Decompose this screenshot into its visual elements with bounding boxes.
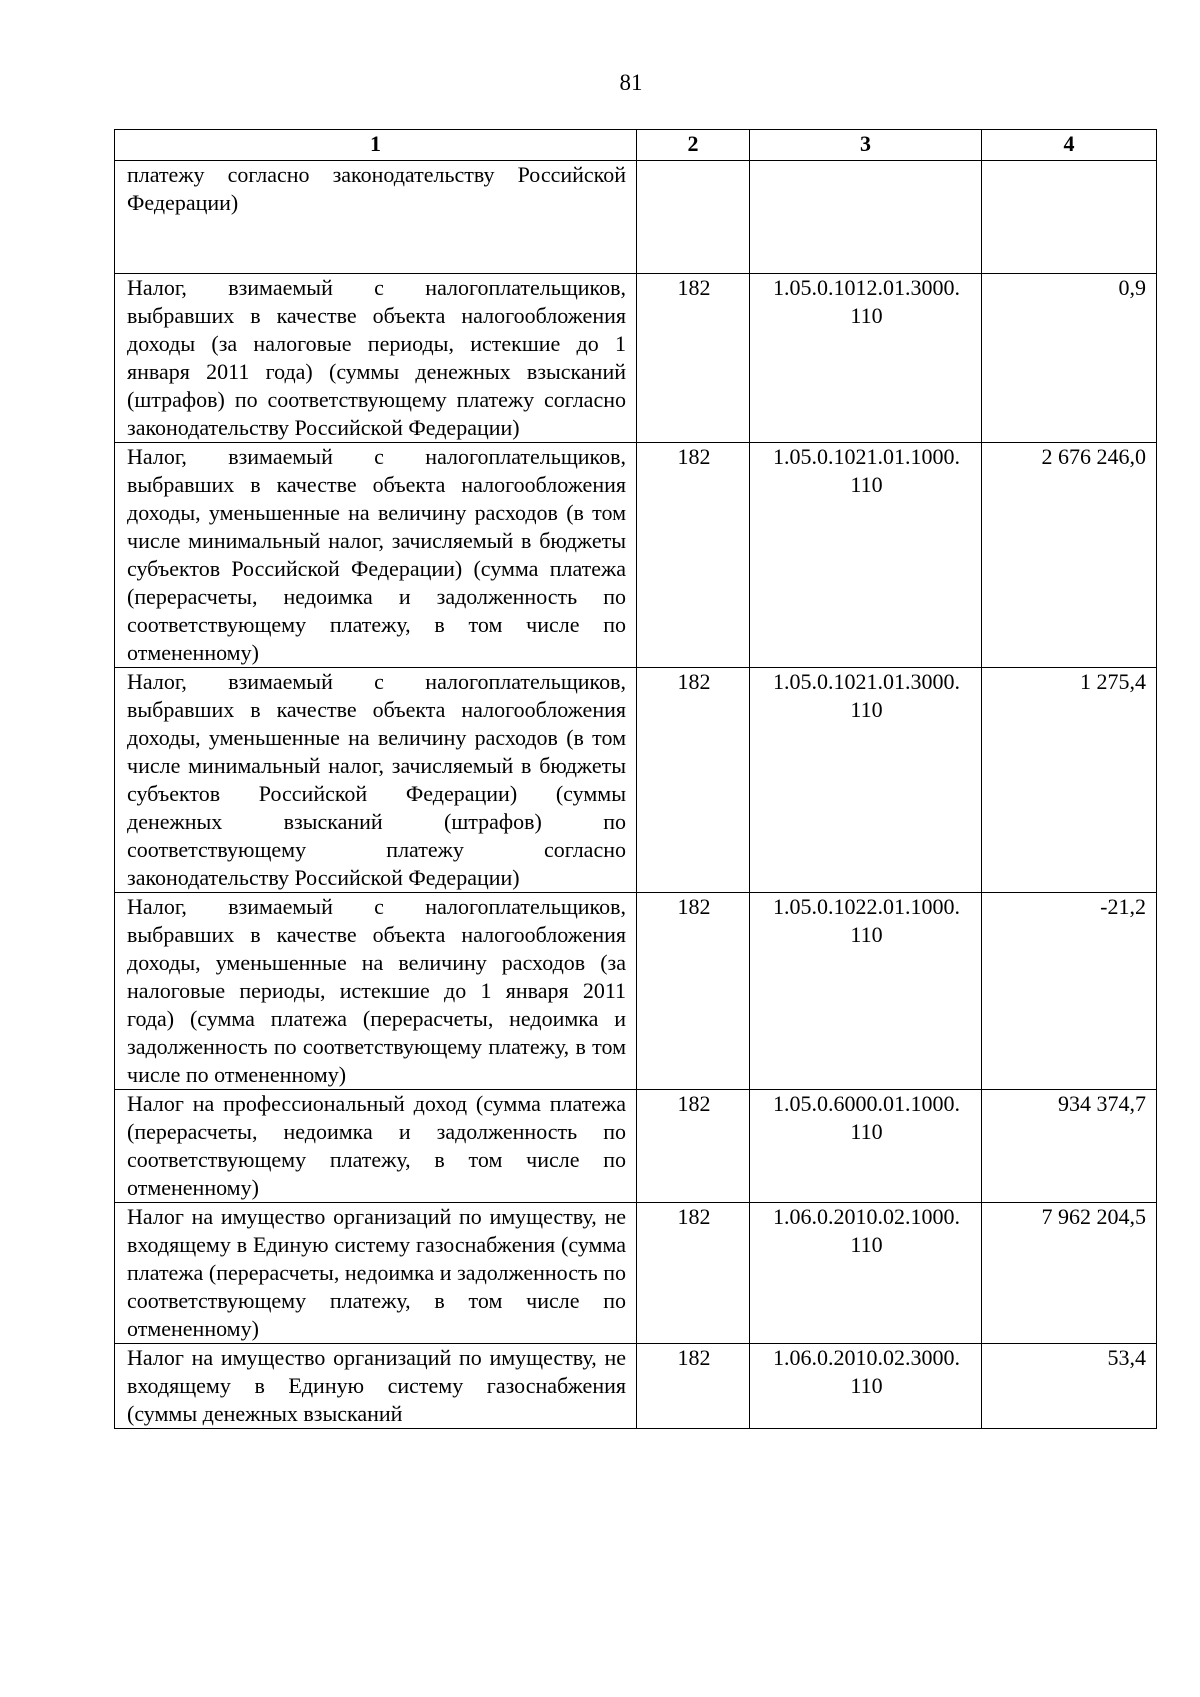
row-amount: -21,2 (982, 893, 1157, 1090)
row-amount: 7 962 204,5 (982, 1203, 1157, 1344)
row-description: платежу согласно законодательству Российской Федерации) (115, 161, 637, 274)
table-row (115, 893, 1157, 1090)
table-row (115, 274, 1157, 443)
table-row (115, 161, 1157, 274)
row-amount (982, 161, 1157, 274)
row-description: Налог, взимаемый с налогоплательщиков, выбравших в качестве объекта налогообложения доходы (за налоговые периоды, истекшие до 1 января 2011 года) (суммы денежных взысканий (штрафов) по соответствующему платежу согласно законодательству Российской Федерации) (115, 274, 637, 443)
row-budget-code: 1.06.0.2010.02.3000. 110 (750, 1344, 982, 1429)
row-budget-code: 1.06.0.2010.02.1000. 110 (750, 1203, 982, 1344)
row-budget-code (750, 161, 982, 274)
column-header-3: 3 (750, 130, 982, 161)
row-description: Налог, взимаемый с налогоплательщиков, выбравших в качестве объекта налогообложения доходы, уменьшенные на величину расходов (за налоговые периоды, истекшие до 1 января 2011 года) (сумма платежа (перерасчеты, недоимка и задолженность по соответствующему платежу, в том числе по отмененному) (115, 893, 637, 1090)
row-description: Налог на профессиональный доход (сумма платежа (перерасчеты, недоимка и задолженность по соответствующему платежу, в том числе по отмененному) (115, 1090, 637, 1203)
row-admin-code: 182 (637, 893, 750, 1090)
column-header-1: 1 (115, 130, 637, 161)
table-row (115, 443, 1157, 668)
row-amount: 0,9 (982, 274, 1157, 443)
page-number: 81 (619, 70, 643, 95)
row-amount: 934 374,7 (982, 1090, 1157, 1203)
row-budget-code: 1.05.0.1021.01.1000. 110 (750, 443, 982, 668)
row-admin-code: 182 (637, 1090, 750, 1203)
table-row (115, 668, 1157, 893)
row-budget-code: 1.05.0.1022.01.1000. 110 (750, 893, 982, 1090)
row-budget-code: 1.05.0.1021.01.3000. 110 (750, 668, 982, 893)
table-header-row (115, 130, 1157, 161)
row-admin-code: 182 (637, 1344, 750, 1429)
revenue-table (114, 129, 1157, 1429)
row-description: Налог на имущество организаций по имуществу, не входящему в Единую систему газоснабжения (сумма платежа (перерасчеты, недоимка и задолженность по соответствующему платежу, в том числе по отмененному) (115, 1203, 637, 1344)
row-description: Налог на имущество организаций по имуществу, не входящему в Единую систему газоснабжения (суммы денежных взысканий (115, 1344, 637, 1429)
row-amount: 53,4 (982, 1344, 1157, 1429)
row-admin-code: 182 (637, 668, 750, 893)
column-header-2: 2 (637, 130, 750, 161)
column-header-4: 4 (982, 130, 1157, 161)
row-amount: 2 676 246,0 (982, 443, 1157, 668)
row-admin-code: 182 (637, 1203, 750, 1344)
row-amount: 1 275,4 (982, 668, 1157, 893)
row-admin-code: 182 (637, 443, 750, 668)
table-row (115, 1344, 1157, 1429)
row-description: Налог, взимаемый с налогоплательщиков, выбравших в качестве объекта налогообложения доходы, уменьшенные на величину расходов (в том числе минимальный налог, зачисляемый в бюджеты субъектов Российской Федерации) (суммы денежных взысканий (штрафов) по соответствующему платежу согласно законодательству Российской Федерации) (115, 668, 637, 893)
row-admin-code: 182 (637, 274, 750, 443)
row-budget-code: 1.05.0.1012.01.3000. 110 (750, 274, 982, 443)
row-budget-code: 1.05.0.6000.01.1000. 110 (750, 1090, 982, 1203)
table-row (115, 1090, 1157, 1203)
row-admin-code (637, 161, 750, 274)
table-row (115, 1203, 1157, 1344)
row-description: Налог, взимаемый с налогоплательщиков, выбравших в качестве объекта налогообложения доходы, уменьшенные на величину расходов (в том числе минимальный налог, зачисляемый в бюджеты субъектов Российской Федерации) (сумма платежа (перерасчеты, недоимка и задолженность по соответствующему платежу, в том числе по отмененному) (115, 443, 637, 668)
